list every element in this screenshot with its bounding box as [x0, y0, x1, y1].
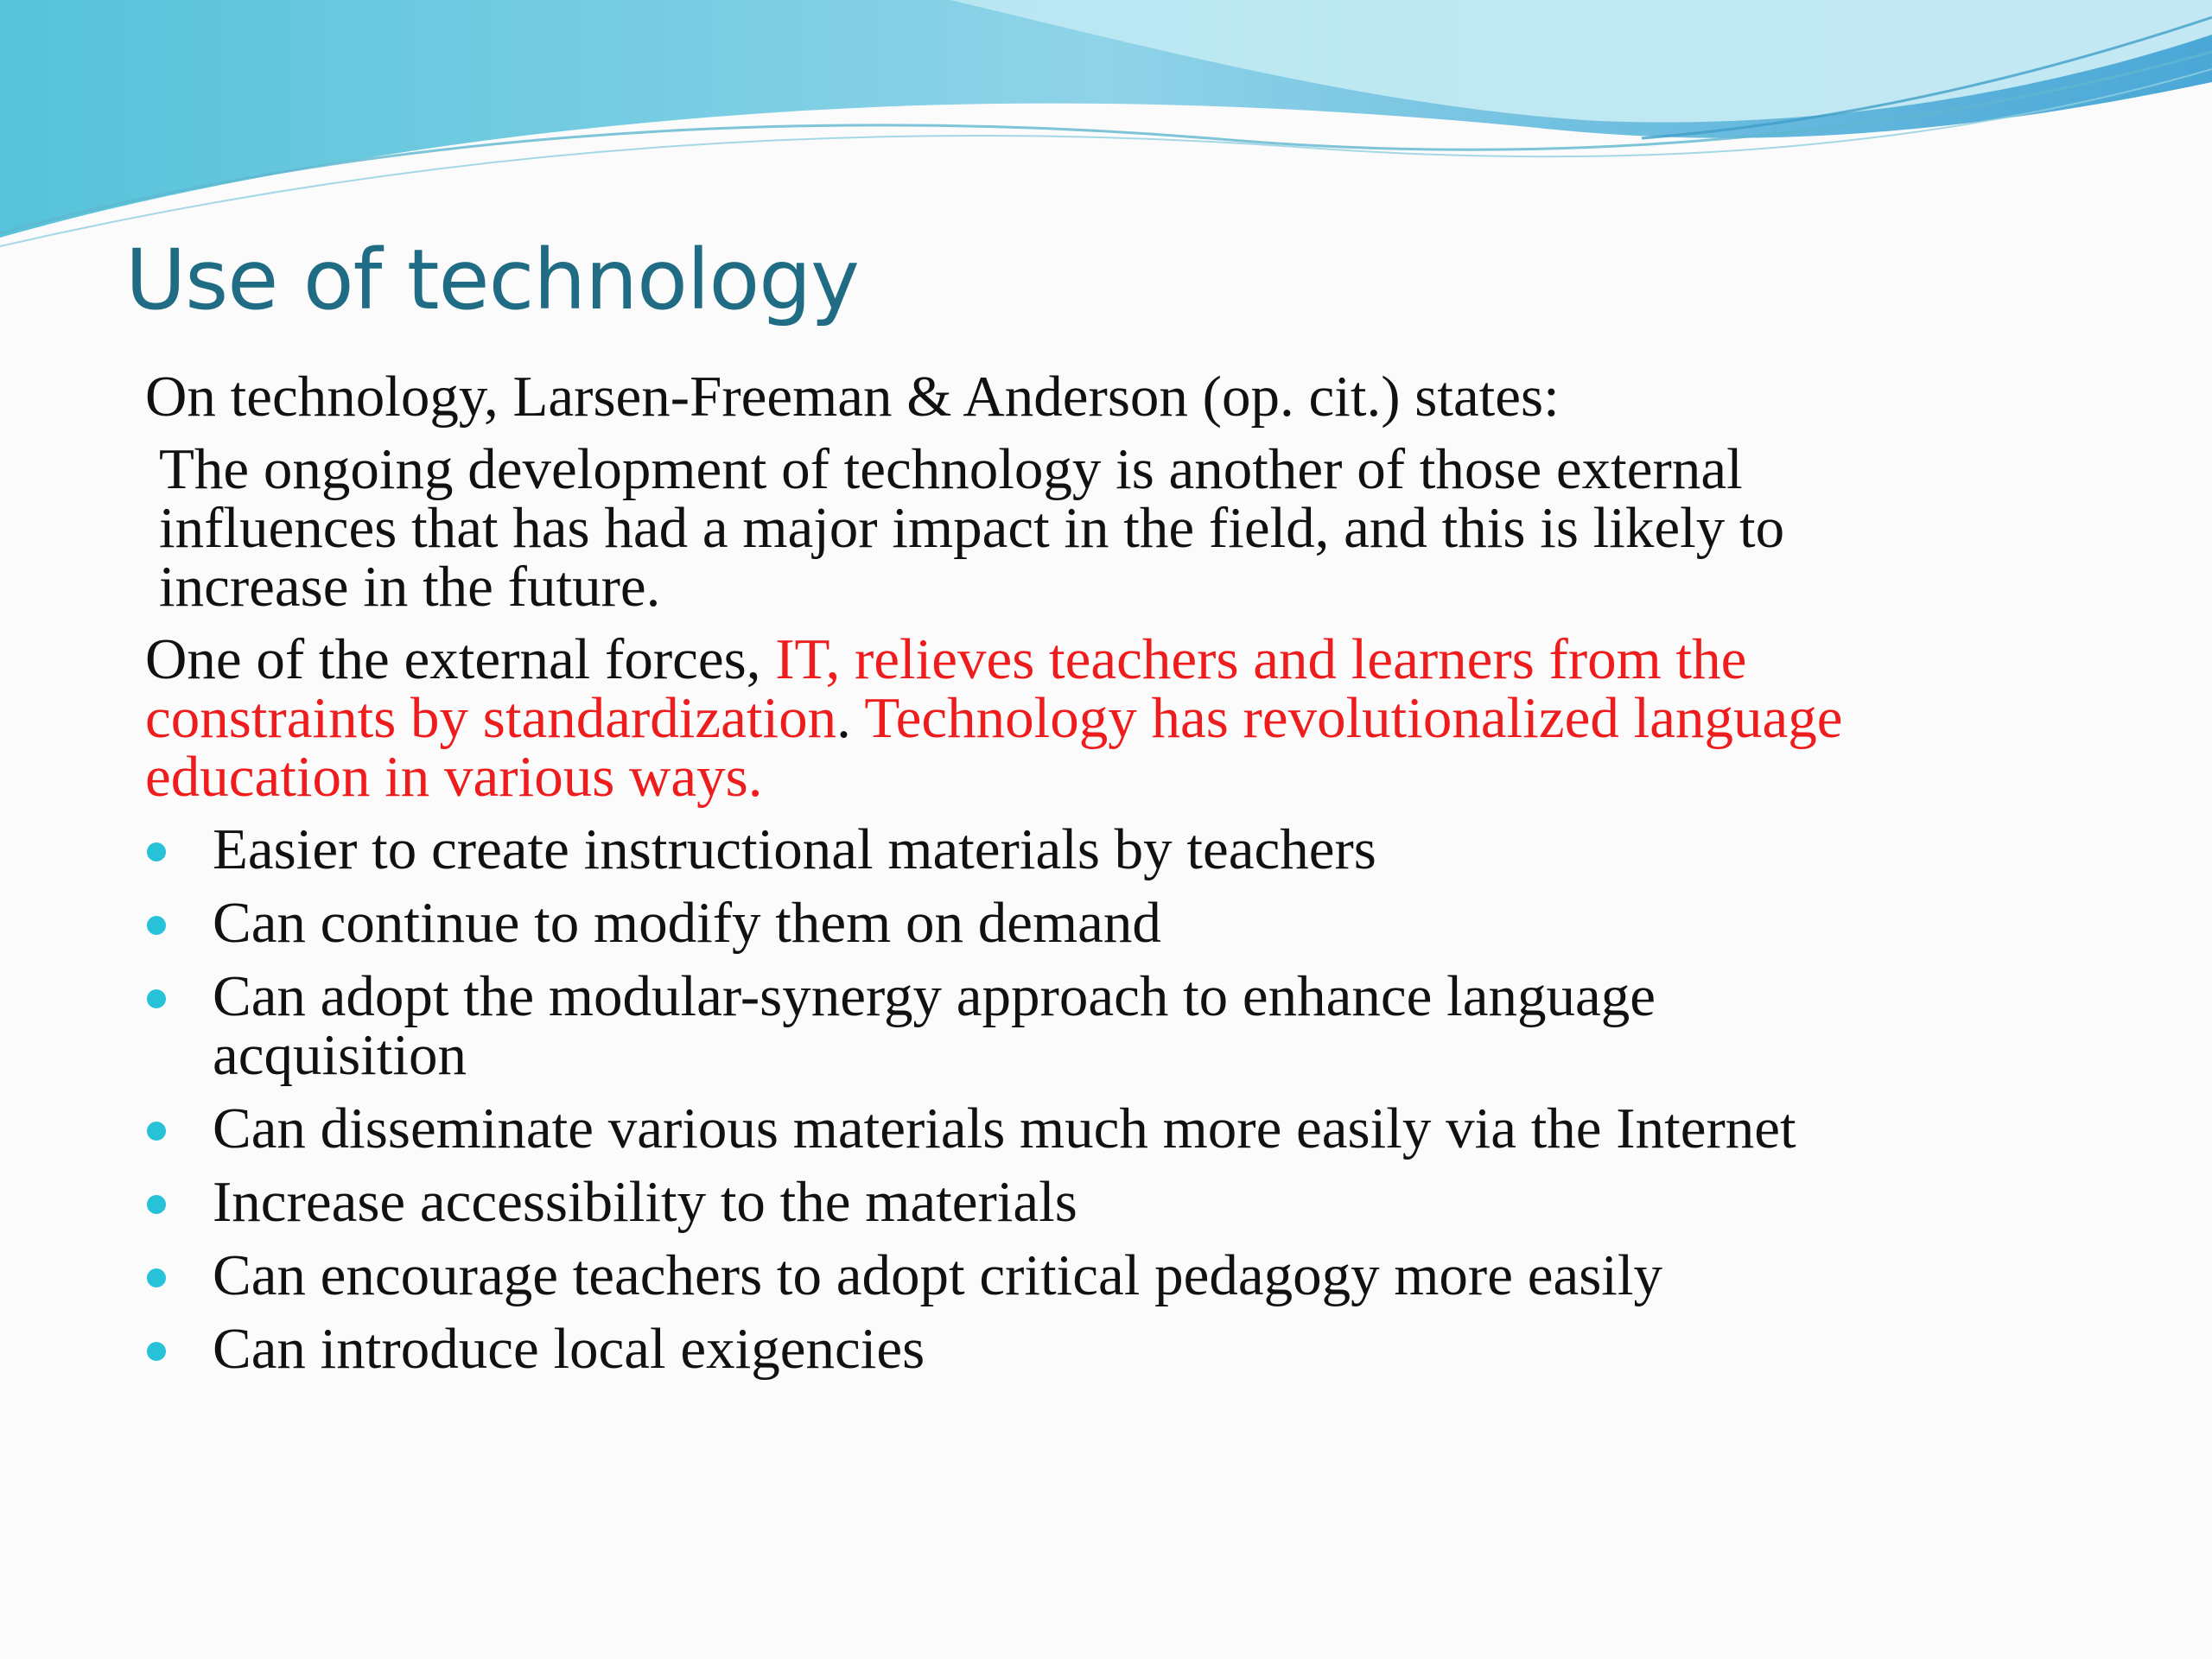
bullet-dot-icon	[147, 1342, 166, 1361]
list-item-text: Easier to create instructional materials by teachers	[213, 817, 1376, 881]
slide-body	[145, 367, 1873, 1393]
forces-highlight-text-1: IT, relieves teachers and learners from the constraints by standardization	[145, 627, 1747, 750]
list-item-text: Can encourage teachers to adopt critical pedagogy more easily	[213, 1243, 1663, 1307]
bullet-dot-icon	[147, 842, 166, 861]
list-item	[145, 1243, 1873, 1307]
quote-paragraph: The ongoing development of technology is another of those external influences that has had a major impact in the field, and this is likely to increase in the future.	[159, 437, 1785, 619]
bullet-dot-icon	[147, 916, 166, 935]
forces-highlight-text-2: Technology has revolutionalized language education in various ways.	[145, 686, 1843, 809]
bullet-dot-icon	[147, 1268, 166, 1287]
external-forces-paragraph	[145, 627, 1873, 809]
list-item	[145, 1317, 1873, 1381]
list-item-text: Can adopt the modular-synergy approach to enhance language acquisition	[213, 964, 1656, 1087]
list-item	[145, 891, 1873, 955]
header-wave-decoration	[0, 0, 2212, 259]
list-item	[145, 964, 1873, 1087]
list-item-text: Increase accessibility to the materials	[213, 1170, 1077, 1234]
forces-period: .	[836, 686, 851, 750]
benefits-list	[145, 817, 1873, 1381]
list-item-text: Can introduce local exigencies	[213, 1317, 925, 1381]
list-item	[145, 817, 1873, 881]
list-item	[145, 1096, 1873, 1160]
list-item-text: Can disseminate various materials much more easily via the Internet	[213, 1096, 1796, 1160]
forces-plain-text: One of the external forces,	[145, 627, 776, 691]
slide-title: Use of technology	[125, 232, 859, 328]
bullet-dot-icon	[147, 1195, 166, 1214]
list-item	[145, 1170, 1873, 1234]
bullet-dot-icon	[147, 1122, 166, 1141]
list-item-text: Can continue to modify them on demand	[213, 891, 1161, 955]
intro-paragraph: On technology, Larsen-Freeman & Anderson (op. cit.) states:	[145, 365, 1560, 429]
bullet-dot-icon	[147, 989, 166, 1008]
